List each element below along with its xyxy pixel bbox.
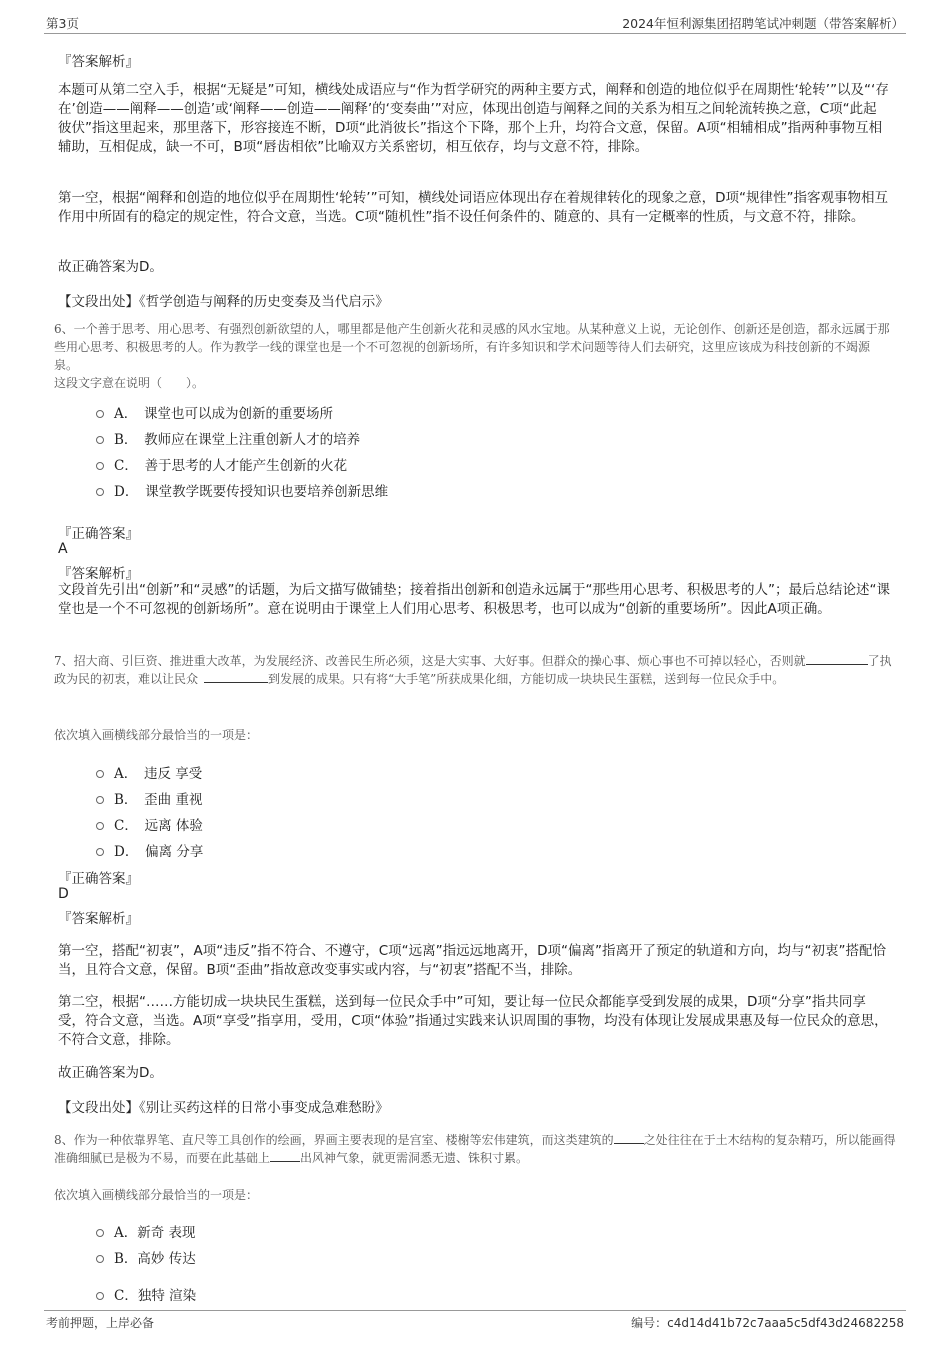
q6-option-d-label: D． 课堂教学既要传授知识也要培养创新思维 xyxy=(114,484,389,500)
q7-text-part1: 7、招大商、引巨资、推进重大改革，为发展经济、改善民生所必须，这是大实事、大好事。但群众的操心事、烦心事也不可掉以轻心，否则就 xyxy=(54,654,806,668)
q7-text-part3: 到发展的成果。只有将“大手笔”所获成果化细，方能切成一块块民生蛋糕，送到每一位民众手中。 xyxy=(268,672,785,686)
q5-analysis-para1: 本题可从第二空入手，根据“无疑是”可知，横线处成语应与“作为哲学研究的两种主要方式，阐释和创造的地位似乎在周期性‘轮转’”以及“‘存在’创造——阐释——创造’或‘阐释——创造——阐释’的‘变奏曲’”对应，体现出创造与阐释之间的关系为相互之间轮流转换之意，C项“此起彼伏”指这里起来，那里落下，形容接连不断，D项“此消彼长”指这个下降，那个上升，均符合文意，保留。A项“相辅相成”指两种事物互相辅助，互相促成，缺一不可，B项“唇齿相依”比喻双方关系密切，相互依存，均与文意不符，排除。 xyxy=(58,82,889,155)
q8-text-part2: 之处往往在于土木结构的复杂精巧，所以能画得准确细腻已是极为不易，而要在此基础上 xyxy=(54,1133,896,1165)
q6-correct-answer: A xyxy=(58,541,68,557)
q7-analysis-label: 『答案解析』 xyxy=(58,911,139,927)
footer-slogan: 考前押题，上岸必备 xyxy=(46,1316,155,1330)
q8-text-part1: 8、作为一种依靠界笔、直尺等工具创作的绘画，界画主要表现的是宫室、楼榭等宏伟建筑，而这类建筑的 xyxy=(54,1133,614,1147)
radio-icon xyxy=(96,770,104,778)
radio-icon xyxy=(96,1292,104,1300)
q7-option-a-label: A． 违反 享受 xyxy=(114,766,203,782)
q7-option-d-label: D． 偏离 分享 xyxy=(114,844,204,860)
q6-prompt: 这段文字意在说明（ ）。 xyxy=(54,376,205,390)
page-number: 第3页 xyxy=(46,16,79,31)
q6-option-c[interactable] xyxy=(96,454,347,474)
q7-analysis-para2: 第二空，根据“……方能切成一块块民生蛋糕，送到每一位民众手中”可知，要让每一位民众都能享受到发展的成果，D项“分享”指共同享受，符合文意，当选。A项“享受”指享用，受用，C项“体验”指通过实践来认识周围的事物，均没有体现让发展成果惠及每一位民众的意思，不符合文意，排除。 xyxy=(58,994,888,1048)
q8-option-c-label: C．独特 渲染 xyxy=(114,1288,197,1304)
q6-option-a[interactable] xyxy=(96,402,333,422)
q7-correct-answer: D xyxy=(58,886,69,902)
q7-conclusion: 故正确答案为D。 xyxy=(58,1065,163,1081)
q8-prompt: 依次填入画横线部分最恰当的一项是： xyxy=(54,1188,259,1202)
q5-source: 【文段出处】《哲学创造与阐释的历史变奏及当代启示》 xyxy=(58,294,389,310)
q6-option-a-label: A． 课堂也可以成为创新的重要场所 xyxy=(114,406,333,422)
q8-blank-2 xyxy=(270,1149,300,1162)
q7-option-b[interactable] xyxy=(96,788,202,808)
q7-question-text xyxy=(54,652,900,688)
q8-option-a[interactable] xyxy=(96,1221,196,1241)
q7-option-d[interactable] xyxy=(96,840,203,860)
q7-option-b-label: B． 歪曲 重视 xyxy=(114,792,203,808)
radio-icon xyxy=(96,796,104,804)
radio-icon xyxy=(96,488,104,496)
q7-option-c[interactable] xyxy=(96,814,203,834)
q7-option-c-label: C． 远离 体验 xyxy=(114,818,203,834)
q8-blank-1 xyxy=(614,1131,644,1144)
q8-question-text xyxy=(54,1131,900,1167)
q7-analysis-para1: 第一空，搭配“初衷”，A项“违反”指不符合、不遵守，C项“远离”指远远地离开，D项“偏离”指离开了预定的轨道和方向，均与“初衷”搭配恰当，且符合文意，保留。B项“歪曲”指故意改变事实或内容，与“初衷”搭配不当，排除。 xyxy=(58,943,886,978)
q5-conclusion: 故正确答案为D。 xyxy=(58,259,163,275)
q6-correct-label: 『正确答案』 xyxy=(58,526,139,542)
q8-option-b[interactable] xyxy=(96,1247,196,1267)
q6-option-c-label: C． 善于思考的人才能产生创新的火花 xyxy=(114,458,348,474)
q8-option-a-label: A．新奇 表现 xyxy=(114,1225,196,1241)
q8-option-b-label: B．高妙 传达 xyxy=(114,1251,196,1267)
radio-icon xyxy=(96,462,104,470)
q6-option-d[interactable] xyxy=(96,480,388,500)
q8-option-c[interactable] xyxy=(96,1284,196,1304)
q7-text-part2: 了执政为民的初衷，难以让民众 xyxy=(54,654,892,686)
radio-icon xyxy=(96,1255,104,1263)
radio-icon xyxy=(96,848,104,856)
q6-question-text: 6、一个善于思考、用心思考、有强烈创新欲望的人，哪里都是他产生创新火花和灵感的风水宝地。从某种意义上说，无论创作、创新还是创造，都永远属于那些用心思考、积极思考的人。作为教学一线的课堂也是一个不可忽视的创新场所，有许多知识和学术问题等待人们去研究，这里应该成为科技创新的不竭源泉。 xyxy=(54,322,890,372)
document-id: 编号：c4d14d41b72c7aaa5c5df43d24682258 xyxy=(631,1316,904,1330)
radio-icon xyxy=(96,822,104,830)
q7-blank-2 xyxy=(204,670,268,683)
q7-option-a[interactable] xyxy=(96,762,202,782)
radio-icon xyxy=(96,410,104,418)
q6-analysis-label: 『答案解析』 xyxy=(58,566,139,582)
header-divider xyxy=(44,33,906,34)
radio-icon xyxy=(96,436,104,444)
q6-option-b[interactable] xyxy=(96,428,360,448)
q6-option-b-label: B． 教师应在课堂上注重创新人才的培养 xyxy=(114,432,361,448)
q5-analysis-label: 『答案解析』 xyxy=(58,54,139,70)
q7-prompt: 依次填入画横线部分最恰当的一项是： xyxy=(54,728,259,742)
document-title: 2024年恒利源集团招聘笔试冲刺题（带答案解析） xyxy=(622,16,904,31)
q5-analysis-para2: 第一空，根据“阐释和创造的地位似乎在周期性‘轮转’”可知，横线处词语应体现出存在着规律转化的现象之意，D项“规律性”指客观事物相互作用中所固有的稳定的规定性，符合文意，当选。C项“随机性”指不设任何条件的、随意的、具有一定概率的性质，与文意不符，排除。 xyxy=(58,190,888,225)
q7-source: 【文段出处】《别让买药这样的日常小事变成急难愁盼》 xyxy=(58,1100,389,1116)
q7-correct-label: 『正确答案』 xyxy=(58,871,139,887)
q8-text-part3: 出风神气象，就更需洞悉无遗、铢积寸累。 xyxy=(300,1151,529,1165)
q6-analysis: 文段首先引出“创新”和“灵感”的话题，为后文描写做铺垫；接着指出创新和创造永远属于“那些用心思考、积极思考的人”；最后总结论述“课堂也是一个不可忽视的创新场所”。意在说明由于课堂上人们用心思考、积极思考，也可以成为“创新的重要场所”。因此A项正确。 xyxy=(58,582,890,617)
radio-icon xyxy=(96,1229,104,1237)
q7-blank-1 xyxy=(806,652,868,665)
footer-divider xyxy=(44,1310,906,1311)
